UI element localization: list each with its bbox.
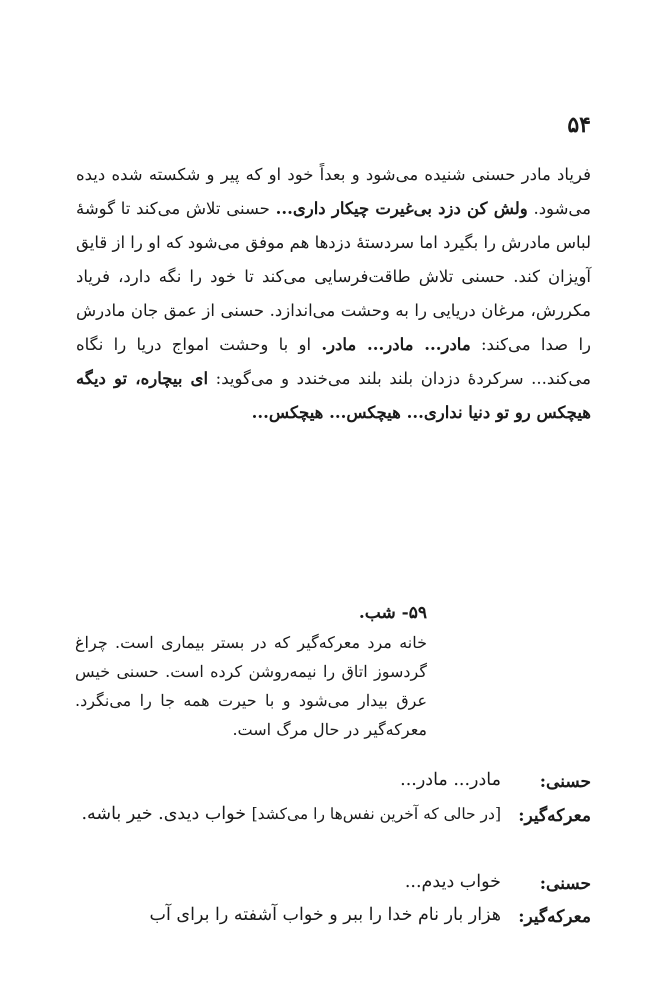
dialogue-text: خواب دیدم...: [404, 872, 501, 892]
dialogue-row: [66, 798, 591, 834]
dialogue-emphasis: مادر... مادر... مادر.: [321, 335, 471, 354]
page-number: ۵۴: [567, 112, 591, 138]
scene-heading: ۵۹- شب.: [358, 603, 427, 623]
dialogue-text: هزار بار نام خدا را ببر و خواب آشفته را برای آب: [149, 905, 501, 925]
dialogue-text: مادر... مادر...: [400, 770, 501, 790]
narrative-text: حسنی تلاش می‌کند تا گوشهٔ لباس مادرش را بگیرد اما سردستهٔ دزدها هم موفق می‌شود که او را از قایق آویزان کند. حسنی تلاش طاقت‌فرسایی می‌کند تا خود را نگه دارد، فریاد مکررش، مرغان دریایی را به وحشت می‌اندازد. حسنی از عمق جان مادرش را صدا می‌کند:: [76, 199, 592, 354]
dialogue-emphasis: ولش کن دزد بی‌غیرت چیکار داری...: [275, 199, 528, 218]
stage-direction: [در حالی که آخرین نفس‌ها را می‌کشد]: [251, 805, 501, 823]
speaker-name: معرکه‌گیر:: [518, 907, 591, 927]
dialogue-emphasis: ای بیچاره، تو دیگه هیچکس رو تو دنیا نداری... هیچکس... هیچکس...: [76, 369, 591, 422]
dialogue-line: [71, 764, 501, 800]
dialogue-line: [71, 798, 501, 834]
dialogue-row: [66, 866, 591, 902]
speaker-name: حسنی:: [539, 874, 591, 894]
dialogue-row: [66, 899, 591, 935]
narrative-paragraph: [76, 158, 591, 430]
narrative-text: او با وحشت امواج دریا را نگاه می‌کند... سرکردهٔ دزدان بلند بلند می‌خندد و می‌گوید:: [76, 335, 591, 388]
dialogue-text: خواب دیدی. خیر باشه.: [81, 804, 252, 824]
speaker-name: معرکه‌گیر:: [518, 806, 591, 826]
dialogue-line: [71, 899, 501, 935]
narrative-text: فریاد مادر حسنی شنیده می‌شود و بعداً خود او که پیر و شکسته شده دیده می‌شود.: [76, 165, 591, 218]
scene-description: خانه مرد معرکه‌گیر که در بستر بیماری است. چراغ گردسوز اتاق را نیمه‌روشن کرده است. حسنی خیس عرق بیدار می‌شود و با حیرت همه جا را می‌نگرد. معرکه‌گیر در حال مرگ است.: [75, 633, 427, 739]
speaker-name: حسنی:: [539, 772, 591, 792]
dialogue-line: [71, 866, 501, 902]
dialogue-row: [66, 764, 591, 800]
